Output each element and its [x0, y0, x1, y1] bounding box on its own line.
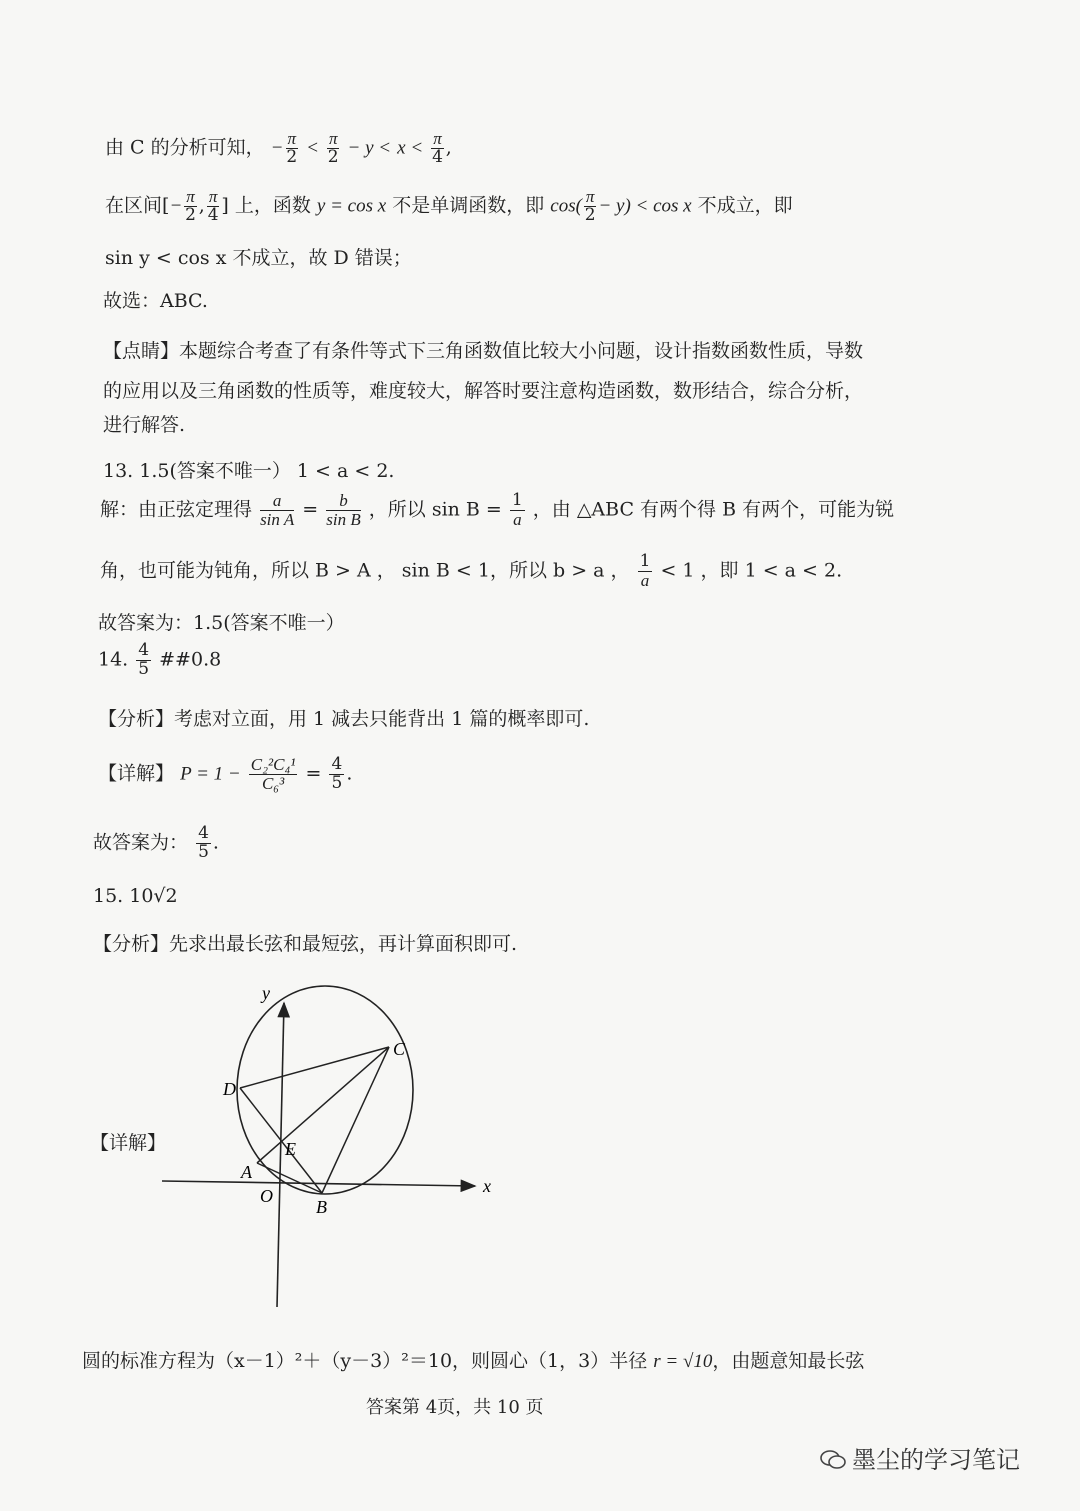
den: C₆³ — [261, 773, 285, 793]
text: 由 C 的分析可知， — [105, 136, 265, 159]
den: 2 — [286, 146, 298, 167]
q14-final — [93, 825, 219, 862]
text: ，由 △ABC 有两个得 B 有两个，可能为锐 — [532, 498, 895, 521]
q14-answer — [98, 642, 221, 679]
frac — [260, 492, 294, 529]
label-a: A — [241, 1162, 252, 1182]
text: 解：由正弦定理得 — [100, 498, 253, 521]
label-b: B — [316, 1197, 327, 1217]
label-c: C — [393, 1039, 406, 1059]
den: 5 — [198, 841, 209, 862]
num: π — [433, 129, 442, 148]
q15-detail: 【详解】 — [90, 1132, 167, 1154]
num: π — [585, 187, 595, 206]
eq: = — [305, 762, 322, 785]
minus: − — [169, 195, 183, 217]
num: π — [186, 187, 195, 206]
wechat-icon — [820, 1449, 846, 1471]
text: 故答案为： — [93, 831, 189, 854]
expr: cos( — [550, 195, 582, 217]
text: ##0.8 — [159, 648, 222, 671]
comma: , — [445, 136, 452, 159]
expr: − y < — [347, 137, 392, 159]
q15-answer: 15. 10√2 — [93, 885, 178, 907]
label-e: E — [285, 1139, 296, 1159]
den: a — [513, 509, 522, 529]
circle-figure — [150, 975, 500, 1315]
frac — [326, 492, 360, 529]
watermark — [820, 1440, 1020, 1475]
line-2: 在区间[− $\frac{\pi}{2}$ , $\frac{\pi}{4}$ ] 上，函数 y = cos x 不是单调函数，即 cos( $\frac{\pi}{2}$ − y) < cos x 不成立，即 — [105, 187, 793, 225]
num: b — [326, 492, 360, 511]
num: a — [260, 492, 294, 511]
frac — [196, 825, 211, 862]
text: 角，也可能为钝角，所以 B > A ， sin B < 1，所以 b > a ， — [100, 559, 630, 582]
num: π — [208, 187, 218, 206]
num: C₂²C₄¹ — [250, 755, 296, 774]
num: π — [328, 129, 338, 148]
comment-line-2: 的应用以及三角函数的性质等，难度较大，解答时要注意构造函数，数形结合，综合分析， — [103, 380, 864, 402]
den: 2 — [185, 204, 196, 225]
den: sin A — [260, 509, 295, 529]
den: 4 — [207, 204, 219, 225]
num: 4 — [198, 823, 209, 843]
comment-line-1: 【点睛】本题综合考查了有条件等式下三角函数值比较大小问题，设计指数函数性质，导数 — [103, 340, 864, 362]
watermark-text: 墨尘的学习笔记 — [852, 1446, 1020, 1474]
frac — [249, 756, 298, 793]
q15-circle-equation — [82, 1346, 864, 1373]
frac-pi-4 — [431, 130, 444, 167]
q13-solution — [100, 492, 894, 529]
frac-pi-2 — [286, 130, 299, 167]
text: ，所以 sin B = — [368, 498, 502, 521]
frac — [184, 188, 197, 225]
line-3: sin y < cos x 不成立，故 D 错误； — [105, 247, 412, 269]
frac — [510, 492, 525, 529]
label-o: O — [260, 1186, 273, 1206]
frac — [638, 553, 653, 590]
q13-solution-2 — [100, 553, 842, 590]
eq: = — [302, 498, 319, 521]
circle — [237, 986, 413, 1194]
q15-analysis: 【分析】先求出最长弦和最短弦，再计算面积即可. — [93, 933, 518, 955]
y-axis — [277, 1003, 284, 1307]
den: 5 — [331, 772, 343, 793]
num: 1 — [639, 551, 651, 571]
den: sin B — [326, 509, 361, 529]
text: 在区间 — [105, 194, 163, 217]
period: . — [212, 831, 219, 854]
num: 4 — [331, 754, 343, 774]
den: 2 — [584, 204, 596, 225]
text: 不是单调函数，即 — [392, 194, 545, 217]
q14-detail — [98, 756, 352, 793]
label-y: y — [262, 983, 270, 1003]
expr: r = √10 — [653, 1351, 713, 1372]
den: 5 — [138, 658, 150, 679]
page-footer: 答案第 4页，共 10 页 — [366, 1397, 544, 1418]
expr: x < — [397, 137, 424, 159]
func: y = cos x — [316, 195, 387, 217]
label-x: x — [483, 1176, 491, 1196]
den: 4 — [432, 146, 443, 167]
expr: − y) < cos x — [598, 195, 692, 217]
q14-analysis: 【分析】考虑对立面，用 1 减去只能背出 1 篇的概率即可. — [98, 708, 590, 730]
frac — [584, 188, 597, 225]
text: 【详解】 — [98, 762, 175, 785]
q13-final: 故答案为：1.5(答案不唯一） — [98, 612, 345, 634]
line-1 — [105, 130, 452, 167]
label-d: D — [223, 1079, 236, 1099]
text: 不成立，即 — [697, 194, 793, 217]
text: 14. — [98, 648, 129, 671]
period: . — [346, 762, 353, 785]
num: 1 — [511, 490, 523, 510]
x-axis — [162, 1181, 475, 1186]
comment-line-3: 进行解答. — [103, 414, 186, 436]
frac — [329, 756, 344, 793]
line-4: 故选：ABC. — [103, 290, 208, 312]
lt: < — [306, 137, 319, 159]
text: 上，函数 — [234, 194, 311, 217]
num: π — [287, 129, 297, 148]
frac — [136, 642, 151, 679]
minus-sign: − — [270, 137, 284, 159]
frac-pi-2b — [327, 130, 340, 167]
text: < 1 ，即 1 < a < 2. — [660, 559, 843, 582]
text: ，由题意知最长弦 — [712, 1350, 865, 1372]
frac — [207, 188, 220, 225]
text: 圆的标准方程为（x－1）²＋（y－3）²＝10，则圆心（1，3）半径 — [82, 1350, 648, 1372]
expr: P = 1 − — [180, 763, 241, 785]
q13-answer: 13. 1.5(答案不唯一） 1 < a < 2. — [103, 460, 395, 482]
den: a — [640, 570, 650, 590]
num: 4 — [138, 640, 150, 660]
den: 2 — [327, 146, 339, 167]
